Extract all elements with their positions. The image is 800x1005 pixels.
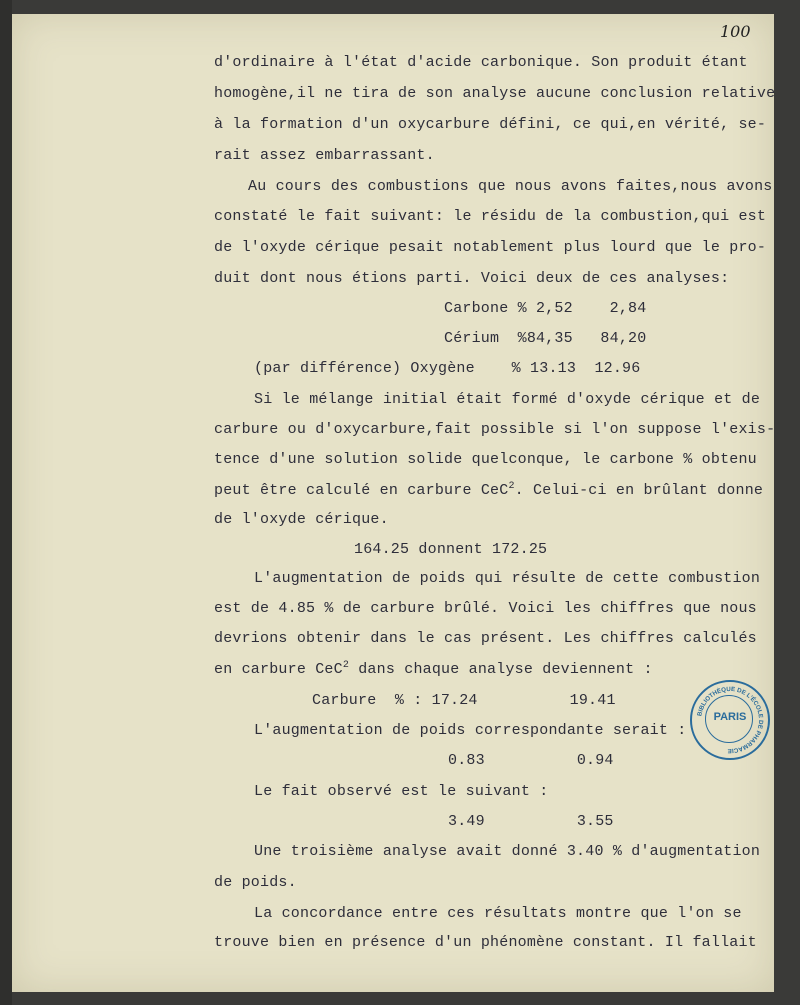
carbure-values: Carbure % : 17.24 19.41 — [312, 692, 616, 709]
text-line: de l'oxyde cérique pesait notablement plus lourd que le pro- — [214, 239, 767, 256]
text-line: peut être calculé en carbure CeC$^2$. Celui-ci en brûlant donne — [214, 481, 764, 499]
text-line: est de 4.85 % de carbure brûlé. Voici les chiffres que nous — [214, 600, 757, 617]
text-line: Au cours des combustions que nous avons faites,nous avons — [248, 178, 773, 195]
augmentation-values: 0.83 0.94 — [448, 752, 614, 769]
svg-text:BIBLIOTHÈQUE DE L'ÉCOLE DE PHA: BIBLIOTHÈQUE DE L'ÉCOLE DE PHARMACIE — [696, 685, 765, 755]
text-line: à la formation d'un oxycarbure défini, ce qui,en vérité, se- — [214, 116, 767, 133]
text-line: Si le mélange initial était formé d'oxyde cérique et de — [254, 391, 761, 408]
text-line: La concordance entre ces résultats montre que l'on se — [254, 905, 742, 922]
page-number: 100 — [720, 22, 751, 41]
text-line: Une troisième analyse avait donné 3.40 % d'augmentation — [254, 843, 761, 860]
text-line: homogène,il ne tira de son analyse aucune conclusion relative — [214, 85, 776, 102]
library-stamp — [690, 680, 770, 760]
text-line: Le fait observé est le suivant : — [254, 783, 549, 800]
analysis-row-cerium: Cérium %84,35 84,20 — [444, 330, 647, 347]
text-line: constaté le fait suivant: le résidu de la combustion,qui est — [214, 208, 767, 225]
text-line: tence d'une solution solide quelconque, le carbone % obtenu — [214, 451, 757, 468]
scan-left-edge — [0, 0, 12, 1005]
text-line: devrions obtenir dans le cas présent. Les chiffres calculés — [214, 630, 757, 647]
text-line: rait assez embarrassant. — [214, 147, 435, 164]
text-line: en carbure CeC$^2$ dans chaque analyse deviennent : — [214, 660, 653, 678]
analysis-row-carbone: Carbone % 2,52 2,84 — [444, 300, 647, 317]
analysis-row-oxygene: (par différence) Oxygène % 13.13 12.96 — [254, 360, 641, 377]
equation-line: 164.25 donnent 172.25 — [354, 541, 548, 558]
text-line: duit dont nous étions parti. Voici deux de ces analyses: — [214, 270, 730, 287]
text-line: L'augmentation de poids correspondante serait : — [254, 722, 687, 739]
stamp-city: PARIS — [713, 711, 747, 723]
text-line: de poids. — [214, 874, 297, 891]
text-line: trouve bien en présence d'un phénomène constant. Il fallait — [214, 934, 757, 951]
text-line: d'ordinaire à l'état d'acide carbonique. Son produit étant — [214, 54, 748, 71]
text-line: L'augmentation de poids qui résulte de cette combustion — [254, 570, 761, 587]
text-line: de l'oxyde cérique. — [214, 511, 389, 528]
text-line: carbure ou d'oxycarbure,fait possible si l'on suppose l'exis- — [214, 421, 776, 438]
observed-values: 3.49 3.55 — [448, 813, 614, 830]
